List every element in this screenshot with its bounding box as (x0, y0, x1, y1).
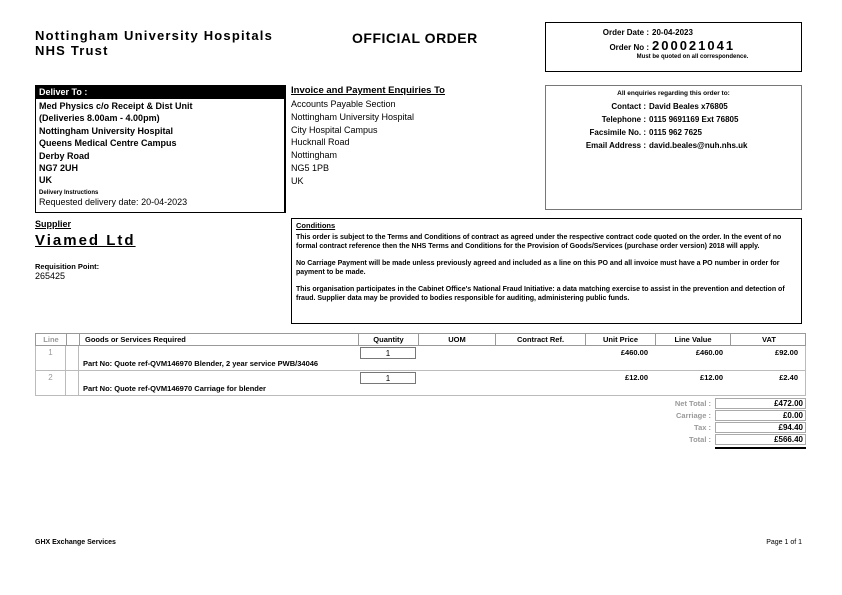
telephone-label: Telephone : (601, 115, 646, 124)
order-date-value: 20-04-2023 (652, 28, 693, 37)
deliver-address-line: Queens Medical Centre Campus (39, 138, 177, 149)
enquiries-header: All enquiries regarding this order to: (617, 90, 730, 97)
deliver-address-line: Nottingham University Hospital (39, 125, 174, 136)
supplier-section (35, 219, 275, 281)
email-value: david.beales@nuh.nhs.uk (649, 141, 748, 150)
delivery-instructions-label: Delivery Instructions (39, 189, 99, 196)
order-no-label: Order No : (609, 43, 649, 52)
row-description: Part No: Quote ref-QVM146970 Carriage for blender (83, 384, 266, 393)
order-date-label: Order Date : (602, 28, 649, 37)
invoice-enquiries-header: Invoice and Payment Enquiries To (291, 85, 445, 96)
items-table-header (35, 333, 806, 346)
col-header-goods: Goods or Services Required (80, 334, 359, 345)
order-note: Must be quoted on all correspondence. (636, 54, 749, 60)
row-line-value: £460.00 (695, 348, 723, 357)
row-line-number: 2 (35, 371, 66, 395)
order-contact-box (545, 85, 802, 210)
col-header-line-value: Line Value (656, 334, 731, 345)
deliver-address-line: (Deliveries 8.00am - 4.00pm) (39, 113, 160, 124)
deliver-address-line: UK (39, 175, 52, 186)
net-total-row (560, 397, 806, 409)
table-row (35, 346, 806, 371)
items-table (35, 333, 806, 396)
row-vat: £92.00 (730, 346, 806, 370)
invoice-address-line: Accounts Payable Section (291, 99, 396, 109)
table-row (35, 371, 806, 396)
deliver-address-line: NG7 2UH (39, 163, 79, 174)
tax-value: £94.40 (715, 422, 806, 433)
row-goods-cell (79, 371, 358, 395)
grand-total-label: Total : (689, 434, 711, 444)
row-vat: £2.40 (730, 371, 806, 395)
col-header-line: Line (36, 334, 67, 345)
row-contract-ref-cell (495, 371, 585, 395)
row-line-number: 1 (35, 346, 66, 370)
telephone-value: 0115 9691169 Ext 76805 (649, 115, 739, 124)
tax-label: Tax : (694, 422, 711, 432)
conditions-paragraph: This order is subject to the Terms and Conditions of contract as agreed under the respective contract code quoted on the order. In the event of no formal contract reference then the NHS Terms and Conditions for the Provision of Goods/Services (purchase order version) 2018 will apply. (296, 234, 782, 250)
row-unit-price: £460.00 (620, 348, 648, 357)
row-goods-cell (79, 346, 358, 370)
carriage-row (560, 409, 806, 421)
order-info-box (545, 22, 802, 72)
deliver-address-line: Derby Road (39, 150, 90, 161)
enquiry-row-telephone (546, 113, 801, 126)
row-contract-ref-cell (495, 346, 585, 370)
requisition-point-value: 265425 (35, 271, 66, 281)
conditions-paragraph: No Carriage Payment will be made unless previously agreed and included as a line on this PO and all invoice must have a PO number in order for payment to be made. (296, 260, 780, 276)
facsimile-label: Facsimile No. : (589, 128, 646, 137)
contact-value: David Beales x76805 (649, 102, 728, 111)
row-uom-cell (418, 371, 495, 395)
order-date-row (546, 27, 801, 38)
footer-page-number: Page 1 of 1 (766, 539, 802, 546)
conditions-box (291, 218, 802, 324)
carriage-value: £0.00 (715, 410, 806, 421)
deliver-to-header: Deliver To : (36, 86, 284, 99)
net-total-value: £472.00 (715, 398, 806, 409)
quantity-field: 1 (360, 372, 416, 384)
document-title: OFFICIAL ORDER (352, 30, 478, 46)
invoice-address-line: UK (291, 175, 304, 186)
row-quantity-cell (358, 346, 418, 370)
invoice-address-line: City Hospital Campus (291, 124, 378, 135)
facsimile-value: 0115 962 7625 (649, 128, 702, 137)
order-no-row (546, 38, 801, 53)
requested-delivery-date: Requested delivery date: 20-04-2023 (39, 196, 188, 207)
col-header-unit-price: Unit Price (586, 334, 656, 345)
invoice-address-line: Nottingham University Hospital (291, 111, 415, 122)
deliver-to-box (35, 85, 286, 213)
invoice-address-line: Nottingham (291, 150, 338, 161)
email-label: Email Address : (585, 141, 646, 150)
conditions-header: Conditions (296, 221, 336, 230)
col-header-vat: VAT (762, 335, 776, 344)
trust-name (35, 28, 273, 58)
requisition-point-label: Requisition Point: (35, 262, 100, 271)
row-quantity-cell (358, 371, 418, 395)
enquiry-row-contact (546, 100, 801, 113)
invoice-address-line: NG5 1PB (291, 162, 330, 173)
net-total-label: Net Total : (674, 398, 711, 408)
trust-name-line1: Nottingham University Hospitals (35, 28, 274, 43)
col-header-contract-ref: Contract Ref. (496, 334, 586, 345)
supplier-name: Viamed Ltd (35, 232, 136, 249)
row-blank-cell (66, 371, 79, 395)
invoice-address-line: Hucknall Road (291, 137, 350, 148)
tax-row (560, 421, 806, 433)
row-description: Part No: Quote ref-QVM146970 Blender, 2 year service PWB/34046 (83, 359, 319, 368)
footer-service-name: GHX Exchange Services (35, 539, 116, 546)
carriage-label: Carriage : (675, 410, 711, 420)
col-header-quantity: Quantity (359, 334, 419, 345)
row-unit-price: £12.00 (625, 373, 648, 382)
contact-label: Contact : (611, 102, 646, 111)
total-underline (715, 447, 806, 449)
totals-section (560, 397, 806, 449)
conditions-paragraph: This organisation participates in the Cabinet Office's National Fraud Initiative: a data matching exercise to assist in the prevention and detection of fraud. Supplier data may be provided to bodies responsible for auditing, administering public funds. (296, 286, 785, 302)
col-header-blank (67, 334, 80, 345)
row-uom-cell (418, 346, 495, 370)
trust-name-line2: NHS Trust (35, 43, 109, 58)
quantity-field: 1 (360, 347, 416, 359)
row-blank-cell (66, 346, 79, 370)
enquiry-row-email (546, 139, 801, 152)
grand-total-value: £566.40 (715, 434, 806, 445)
deliver-to-address (36, 99, 284, 207)
col-header-uom: UOM (419, 334, 496, 345)
enquiry-row-facsimile (546, 126, 801, 139)
grand-total-row (560, 433, 806, 445)
supplier-header: Supplier (35, 219, 72, 229)
deliver-address-line: Med Physics c/o Receipt & Dist Unit (39, 101, 193, 111)
row-line-value: £12.00 (700, 373, 723, 382)
order-no-value: 200021041 (652, 38, 736, 53)
invoice-enquiries-section (291, 85, 541, 188)
